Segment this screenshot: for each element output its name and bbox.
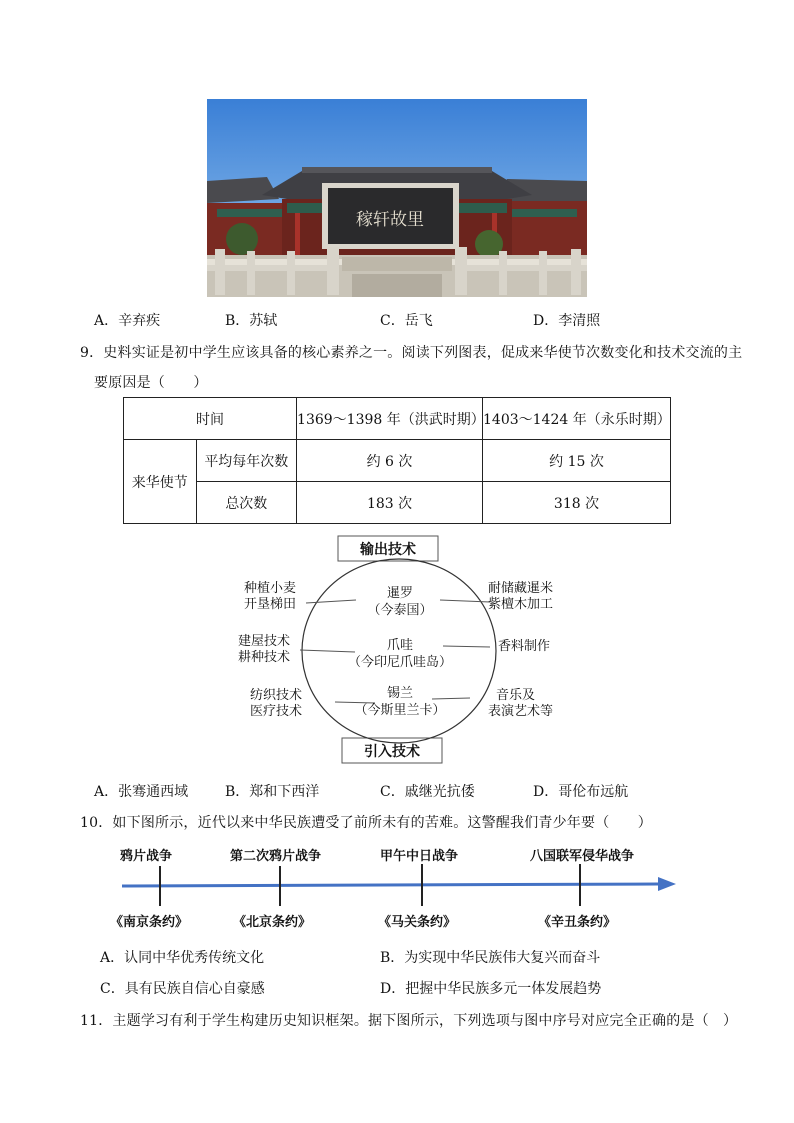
q8-option-c[interactable]: C．岳飞 [380,313,433,329]
table-header-hongwu: 1369～1398 年（洪武时期） [297,398,483,440]
memorial-hall-photo [207,99,587,297]
right-tech-3: 音乐及 表演艺术等 [488,688,554,719]
output-tech-label: 输出技术 [360,542,416,558]
envoy-table [123,397,671,524]
left-tech-3: 纺织技术 医疗技术 [250,688,303,719]
q9-option-c[interactable]: C．戚继光抗倭 [380,784,475,800]
q10-stem: 10．如下图所示，近代以来中华民族遭受了前所未有的苦难。这警醒我们青少年要（ ） [80,815,653,831]
country-ceylon: 锡兰 （今斯里兰卡） [354,686,446,718]
left-tech-2: 建屋技术 耕种技术 [238,634,291,665]
war-label-2: 第二次鸦片战争 [230,849,322,864]
q8-option-d[interactable]: D．李清照 [533,313,601,329]
treaty-label-3: 《马关条约》 [378,915,457,930]
q10-option-a[interactable]: A．认同中华优秀传统文化 [100,950,265,966]
timeline-arrowhead [658,877,676,891]
q9-option-b[interactable]: B．郑和下西洋 [225,784,320,800]
right-tech-1: 耐储藏暹米 紫檀木加工 [488,581,554,612]
treaty-label-1: 《南京条约》 [110,915,189,930]
timeline-axis [122,884,658,886]
q8-option-b[interactable]: B．苏轼 [225,313,278,329]
q10-option-b[interactable]: B．为实现中华民族伟大复兴而奋斗 [380,950,601,966]
q11-stem: 11．主题学习有利于学生构建历史知识框架。据下图所示，下列选项与图中序号对应完全正确的是（ ） [80,1013,738,1029]
table-cell-total-yongle: 318 次 [483,482,671,524]
treaty-label-2: 《北京条约》 [233,915,312,930]
tech-exchange-diagram [200,530,600,770]
treaty-label-4: 《辛丑条约》 [538,915,617,930]
war-label-4: 八国联军侵华战争 [530,849,635,864]
q8-option-a[interactable]: A．辛弃疾 [94,313,161,329]
modern-war-timeline [110,840,690,935]
table-cell-avg-hongwu: 约 6 次 [297,440,483,482]
war-label-3: 甲午中日战争 [380,849,459,864]
q10-option-c[interactable]: C．具有民族自信心自豪感 [100,981,265,997]
table-cell-total-hongwu: 183 次 [297,482,483,524]
memorial-hall-illustration [207,99,587,297]
table-header-time: 时间 [124,398,297,440]
connector-left-1 [306,600,356,603]
table-header-yongle: 1403～1424 年（永乐时期） [483,398,671,440]
q9-stem-line1: 9．史料实证是初中学生应该具备的核心素养之一。阅读下列图表，促成来华使节次数变化和技术交流的主 [80,345,743,361]
table-cell-avg-yongle: 约 15 次 [483,440,671,482]
input-tech-label: 引入技术 [364,744,420,760]
svg-text:稼轩故里: 稼轩故里 [356,210,424,230]
table-row-group: 来华使节 [124,440,197,524]
war-label-1: 鸦片战争 [120,849,173,864]
q9-option-d[interactable]: D．哥伦布远航 [533,784,629,800]
q10-option-d[interactable]: D．把握中华民族多元一体发展趋势 [380,981,602,997]
q9-option-a[interactable]: A．张骞通西域 [94,784,189,800]
table-row-label-avg: 平均每年次数 [196,440,296,482]
right-tech-2: 香料制作 [498,639,551,654]
country-siam: 暹罗 （今泰国） [367,586,433,618]
left-tech-1: 种植小麦 开垦梯田 [244,581,297,612]
table-row-label-total: 总次数 [196,482,296,524]
plaque-text [356,210,424,230]
q9-stem-line2: 要原因是（ ） [94,375,208,391]
country-java: 爪哇 （今印尼爪哇岛） [347,638,452,670]
